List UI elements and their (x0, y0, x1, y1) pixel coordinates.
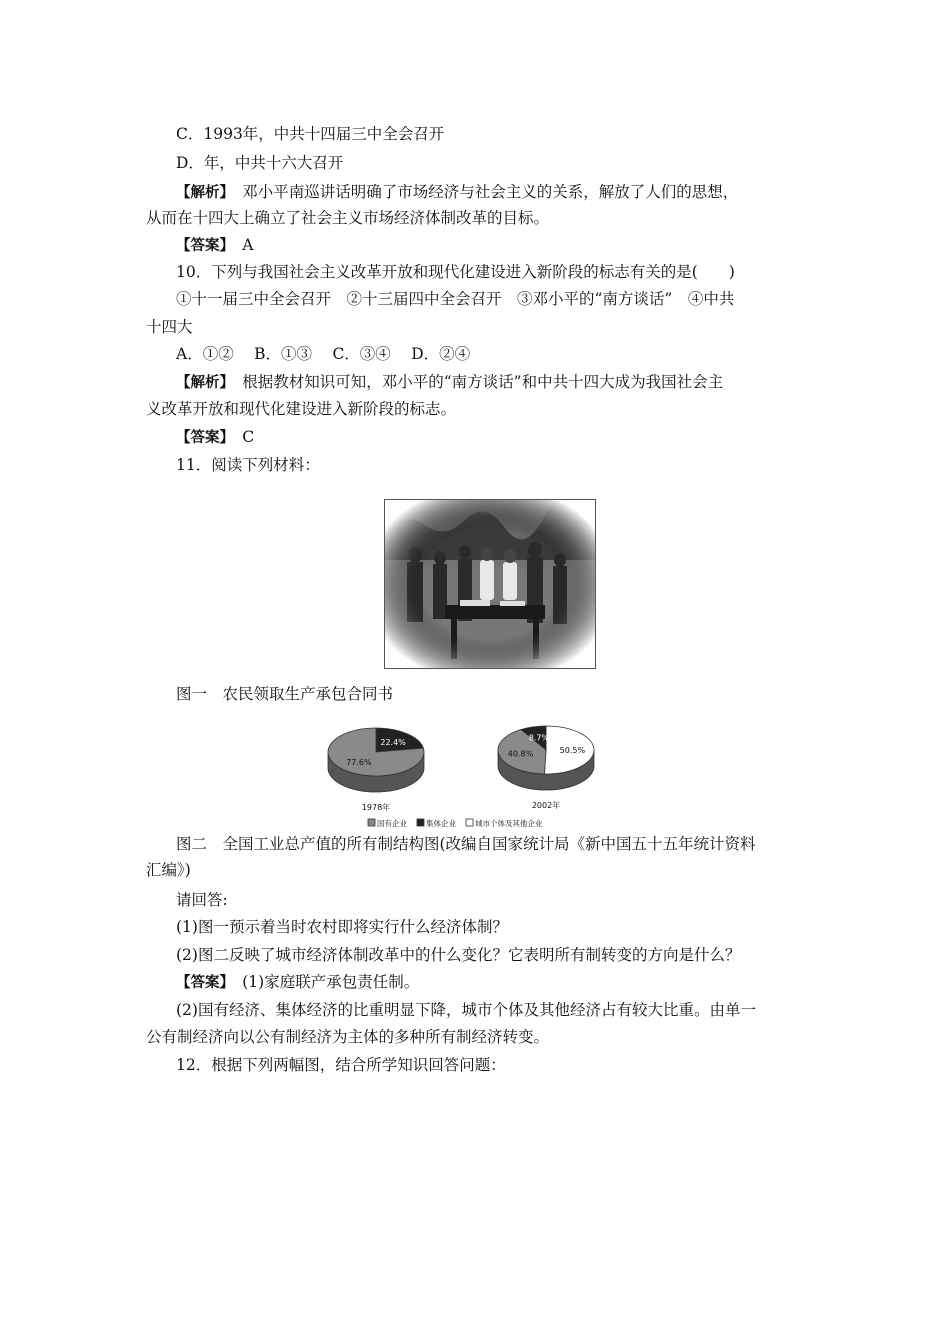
question-10-items: ①十一届三中全会召开 ②十三届四中全会召开 ③邓小平的“南方谈话” ④中共 (176, 290, 735, 308)
pie-slice-label: 50.5% (559, 746, 586, 756)
question-10-options: A．①② B．①③ C．③④ D．②④ (176, 345, 471, 363)
answer-line (176, 972, 419, 993)
option-c: C．1993年，中共十四届三中全会召开 (176, 125, 445, 143)
pie-slice-label: 77.6% (346, 758, 372, 768)
legend-swatch (466, 819, 473, 826)
pie-slice-label: 22.4% (380, 737, 406, 747)
please-answer: 请回答: (176, 891, 228, 909)
legend-swatch (417, 819, 424, 826)
question-10: 10．下列与我国社会主义改革开放和现代化建设进入新阶段的标志有关的是( ) (176, 263, 735, 281)
figure-1-caption: 图一 农民领取生产承包合同书 (176, 685, 394, 703)
ownership-pie-charts (316, 712, 636, 834)
analysis-continued: 义改革开放和现代化建设进入新阶段的标志。 (146, 400, 457, 418)
photo-illustration (385, 500, 595, 668)
option-d: D．年，中共十六大召开 (176, 154, 344, 172)
legend-swatch (368, 819, 375, 826)
answer-line (176, 427, 254, 448)
answer-2: (2)国有经济、集体经济的比重明显下降，城市个体及其他经济占有较大比重。由单一 (176, 1001, 756, 1019)
analysis-text: 根据教材知识可知，邓小平的“南方谈话”和中共十四大成为我国社会主 (226, 373, 724, 391)
legend-label: 城市个体及其他企业 (475, 819, 543, 828)
pie-title: 1978年 (361, 803, 391, 812)
question-11: 11．阅读下列材料： (176, 456, 320, 474)
pie-title: 2002年 (531, 801, 561, 810)
analysis-tag: 【解析】 (176, 375, 227, 391)
farmers-contract-photo (384, 499, 596, 669)
answer-tag: 【答案】 (176, 975, 227, 991)
question-10-items-continued: 十四大 (146, 318, 193, 336)
figure-2-caption-continued: 汇编》) (146, 861, 191, 879)
analysis-text: 邓小平南巡讲话明确了市场经济与社会主义的关系，解放了人们的思想， (226, 183, 739, 201)
question-12: 12．根据下列两幅图，结合所学知识回答问题： (176, 1056, 506, 1074)
figure-2-caption: 图二 全国工业总产值的所有制结构图(改编自国家统计局《新中国五十五年统计资料 (176, 835, 756, 853)
answer-text: A (226, 236, 254, 254)
analysis-line (176, 372, 723, 393)
analysis-continued: 从而在十四大上确立了社会主义市场经济体制改革的目标。 (146, 209, 550, 227)
pie-charts-svg (316, 712, 636, 834)
answer-tag: 【答案】 (176, 430, 227, 446)
answer-tag: 【答案】 (176, 238, 227, 254)
pie-slice-label: 8.7% (528, 733, 550, 743)
sub-question-2: (2)图二反映了城市经济体制改革中的什么变化？它表明所有制转变的方向是什么？ (176, 946, 741, 964)
legend-label: 国有企业 (377, 819, 407, 828)
answer-2-continued: 公有制经济向以公有制经济为主体的多种所有制经济转变。 (146, 1028, 550, 1046)
answer-text: C (226, 428, 255, 446)
pie-slice-label: 40.8% (507, 749, 534, 759)
sub-question-1: (1)图一预示着当时农村即将实行什么经济体制？ (176, 918, 508, 936)
analysis-tag: 【解析】 (176, 185, 227, 201)
answer-text: (1)家庭联产承包责任制。 (226, 973, 420, 991)
answer-line (176, 235, 253, 256)
legend-label: 集体企业 (426, 819, 456, 828)
analysis-line (176, 182, 738, 203)
